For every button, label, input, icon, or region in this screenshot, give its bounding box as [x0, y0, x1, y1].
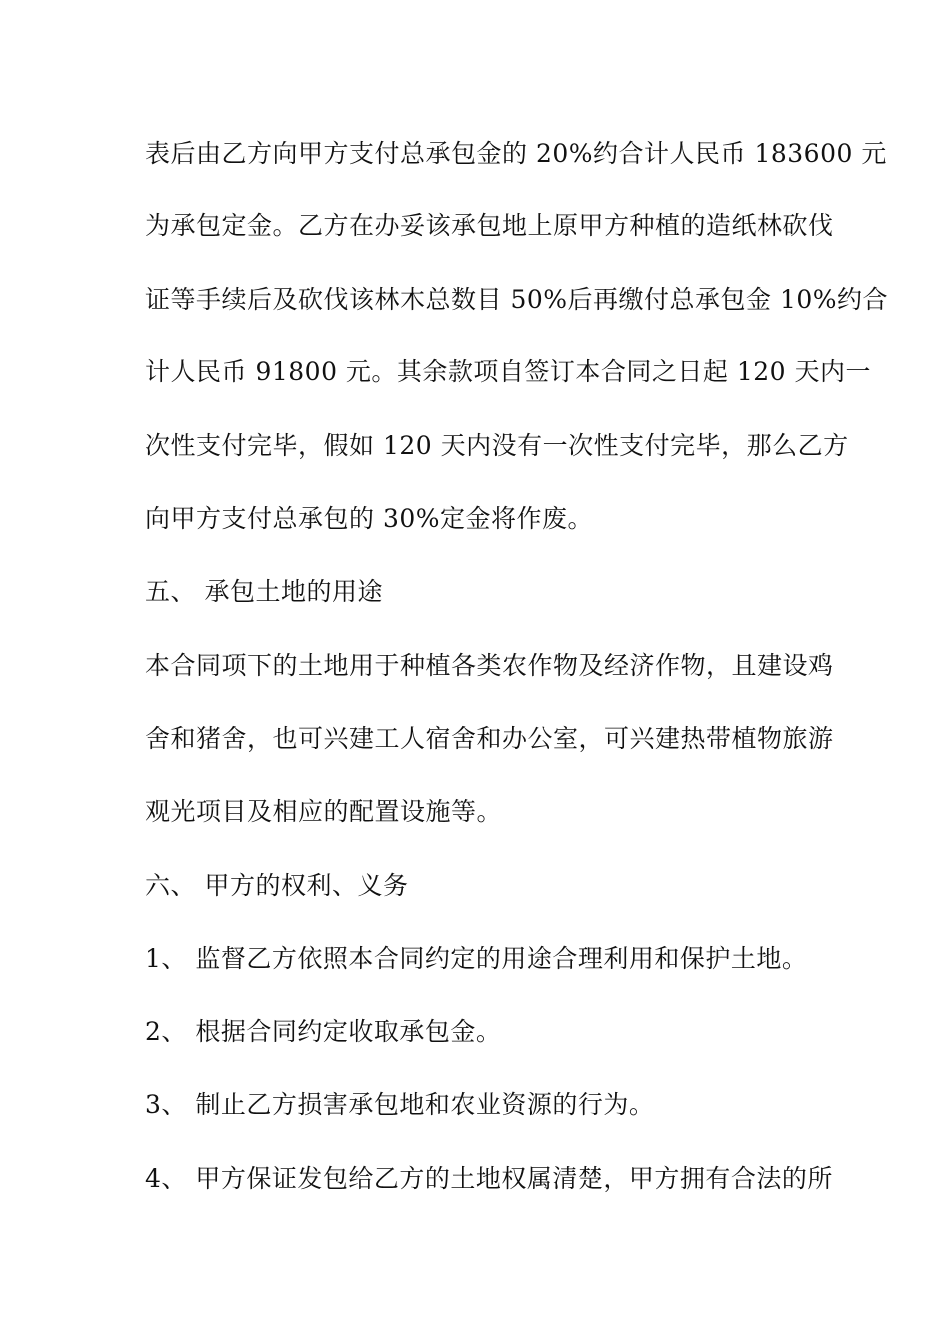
section-heading-6: 六、 甲方的权利、义务 — [145, 871, 409, 900]
paragraph-line: 次性支付完毕，假如 120 天内没有一次性支付完毕，那么乙方 — [145, 431, 849, 460]
list-item-3: 3、 制止乙方损害承包地和农业资源的行为。 — [145, 1090, 655, 1119]
paragraph-line: 观光项目及相应的配置设施等。 — [145, 797, 503, 826]
paragraph-line: 舍和猪舍，也可兴建工人宿舍和办公室，可兴建热带植物旅游 — [145, 724, 834, 753]
section-heading-5: 五、 承包土地的用途 — [145, 577, 383, 606]
paragraph-line: 为承包定金。乙方在办妥该承包地上原甲方种植的造纸林砍伐 — [145, 211, 834, 240]
paragraph-line: 证等手续后及砍伐该林木总数目 50%后再缴付总承包金 10%约合 — [145, 285, 889, 314]
list-item-1: 1、 监督乙方依照本合同约定的用途合理利用和保护土地。 — [145, 944, 808, 973]
list-item-2: 2、 根据合同约定收取承包金。 — [145, 1017, 502, 1046]
list-item-4: 4、 甲方保证发包给乙方的土地权属清楚，甲方拥有合法的所 — [145, 1164, 833, 1193]
paragraph-line: 表后由乙方向甲方支付总承包金的 20%约合计人民币 183600 元 — [145, 139, 887, 168]
paragraph-line: 本合同项下的土地用于种植各类农作物及经济作物，且建设鸡 — [145, 651, 834, 680]
paragraph-line: 向甲方支付总承包的 30%定金将作废。 — [145, 504, 594, 533]
paragraph-line: 计人民币 91800 元。其余款项自签订本合同之日起 120 天内一 — [145, 357, 872, 386]
